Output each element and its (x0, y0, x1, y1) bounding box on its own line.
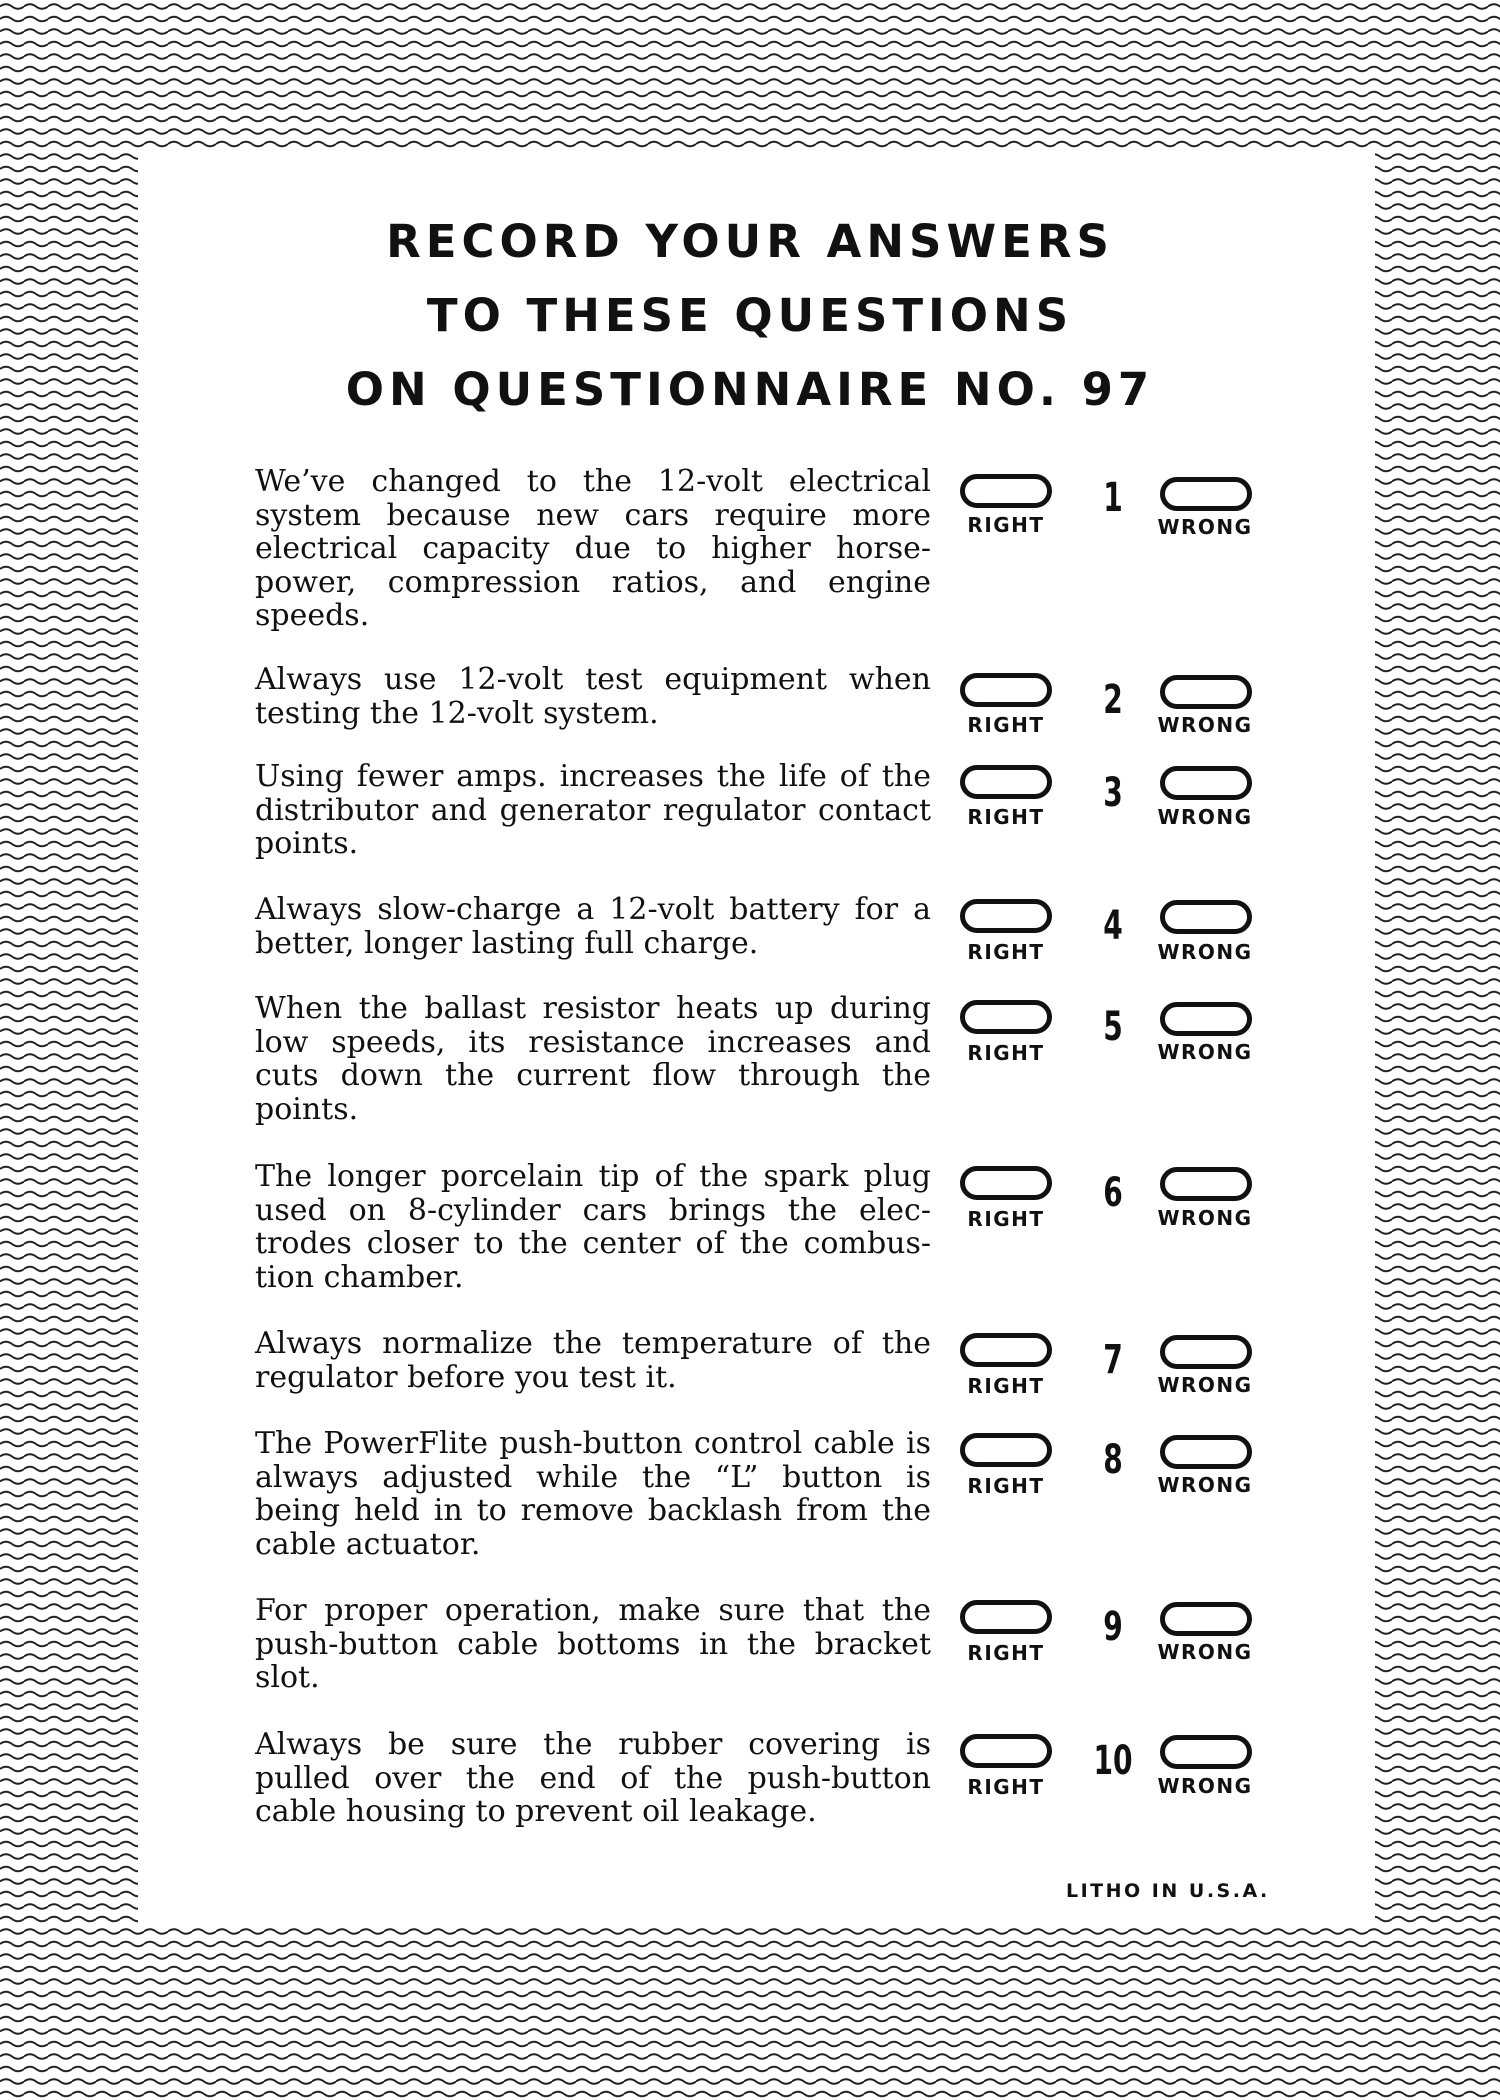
answer-oval-wrong-6[interactable] (1160, 1167, 1252, 1201)
page-title (0, 205, 1500, 427)
answer-oval-right-8[interactable] (960, 1433, 1052, 1467)
question-number-10: 10 (1093, 1738, 1133, 1784)
answer-oval-right-1[interactable] (960, 474, 1052, 508)
question-number-5: 5 (1103, 1004, 1123, 1050)
question-number-7: 7 (1103, 1337, 1123, 1383)
answer-oval-wrong-9[interactable] (1160, 1602, 1252, 1636)
right-label-4: RIGHT (967, 940, 1045, 964)
question-number-9: 9 (1103, 1604, 1123, 1650)
answer-oval-wrong-3[interactable] (1160, 766, 1252, 800)
question-8-text: The PowerFlite push-button control cable is always adjusted while the “L” button is being held in to remove backlash from the cable actuator. (255, 1426, 931, 1562)
answer-oval-right-10[interactable] (960, 1734, 1052, 1768)
answer-oval-wrong-2[interactable] (1160, 675, 1252, 709)
title-line-1: RECORD YOUR ANSWERS (386, 215, 1114, 268)
question-number-6: 6 (1103, 1170, 1123, 1216)
question-1-text: We’ve changed to the 12-volt electrical system because new cars require more electrical capacity due to higher horse-power, compression ratios, and engine speeds. (255, 464, 931, 633)
question-5-text: When the ballast resistor heats up during low speeds, its resistance increases and cuts down the current flow through the points. (255, 991, 931, 1127)
question-7-text: Always normalize the temperature of the regulator before you test it. (255, 1326, 931, 1395)
question-4-text: Always slow-charge a 12-volt battery for a better, longer lasting full charge. (255, 892, 931, 961)
right-label-10: RIGHT (967, 1775, 1045, 1799)
answer-oval-wrong-8[interactable] (1160, 1435, 1252, 1469)
answer-oval-right-5[interactable] (960, 1000, 1052, 1034)
printer-imprint: LITHO IN U.S.A. (1066, 1880, 1270, 1902)
answer-oval-right-7[interactable] (960, 1333, 1052, 1367)
question-number-8: 8 (1103, 1437, 1123, 1483)
wrong-label-3: WRONG (1157, 805, 1253, 829)
right-label-5: RIGHT (967, 1041, 1045, 1065)
answer-oval-right-6[interactable] (960, 1166, 1052, 1200)
wrong-label-10: WRONG (1157, 1774, 1253, 1798)
wrong-label-7: WRONG (1157, 1373, 1253, 1397)
title-line-3: ON QUESTIONNAIRE NO. 97 (345, 363, 1155, 416)
wrong-label-8: WRONG (1157, 1473, 1253, 1497)
answer-oval-wrong-4[interactable] (1160, 900, 1252, 934)
answer-oval-right-3[interactable] (960, 765, 1052, 799)
wrong-label-6: WRONG (1157, 1206, 1253, 1230)
question-2-text: Always use 12-volt test equipment when testing the 12-volt system. (255, 662, 931, 731)
question-3-text: Using fewer amps. increases the life of the distributor and generator regulator contact points. (255, 759, 931, 861)
answer-oval-wrong-1[interactable] (1160, 477, 1252, 511)
right-label-8: RIGHT (967, 1474, 1045, 1498)
question-number-4: 4 (1103, 903, 1123, 949)
answer-oval-right-4[interactable] (960, 899, 1052, 933)
wrong-label-5: WRONG (1157, 1040, 1253, 1064)
question-number-1: 1 (1103, 475, 1123, 521)
right-label-3: RIGHT (967, 805, 1045, 829)
question-number-2: 2 (1103, 677, 1123, 723)
question-9-text: For proper operation, make sure that the push-button cable bottoms in the bracket slot. (255, 1593, 931, 1695)
right-label-6: RIGHT (967, 1207, 1045, 1231)
right-label-7: RIGHT (967, 1374, 1045, 1398)
question-10-text: Always be sure the rubber covering is pulled over the end of the push-button cable housing to prevent oil leakage. (255, 1727, 931, 1829)
question-number-3: 3 (1103, 770, 1123, 816)
answer-oval-right-2[interactable] (960, 673, 1052, 707)
right-label-1: RIGHT (967, 513, 1045, 537)
answer-oval-right-9[interactable] (960, 1600, 1052, 1634)
right-label-2: RIGHT (967, 713, 1045, 737)
answer-oval-wrong-7[interactable] (1160, 1335, 1252, 1369)
wrong-label-4: WRONG (1157, 940, 1253, 964)
title-line-2: TO THESE QUESTIONS (426, 289, 1074, 342)
question-6-text: The longer porcelain tip of the spark plug used on 8-cylinder cars brings the elec-trodes closer to the center of the combus-tion chamber. (255, 1159, 931, 1295)
right-label-9: RIGHT (967, 1641, 1045, 1665)
answer-oval-wrong-10[interactable] (1160, 1735, 1252, 1769)
wrong-label-1: WRONG (1157, 515, 1253, 539)
wrong-label-2: WRONG (1157, 713, 1253, 737)
answer-oval-wrong-5[interactable] (1160, 1002, 1252, 1036)
wrong-label-9: WRONG (1157, 1640, 1253, 1664)
